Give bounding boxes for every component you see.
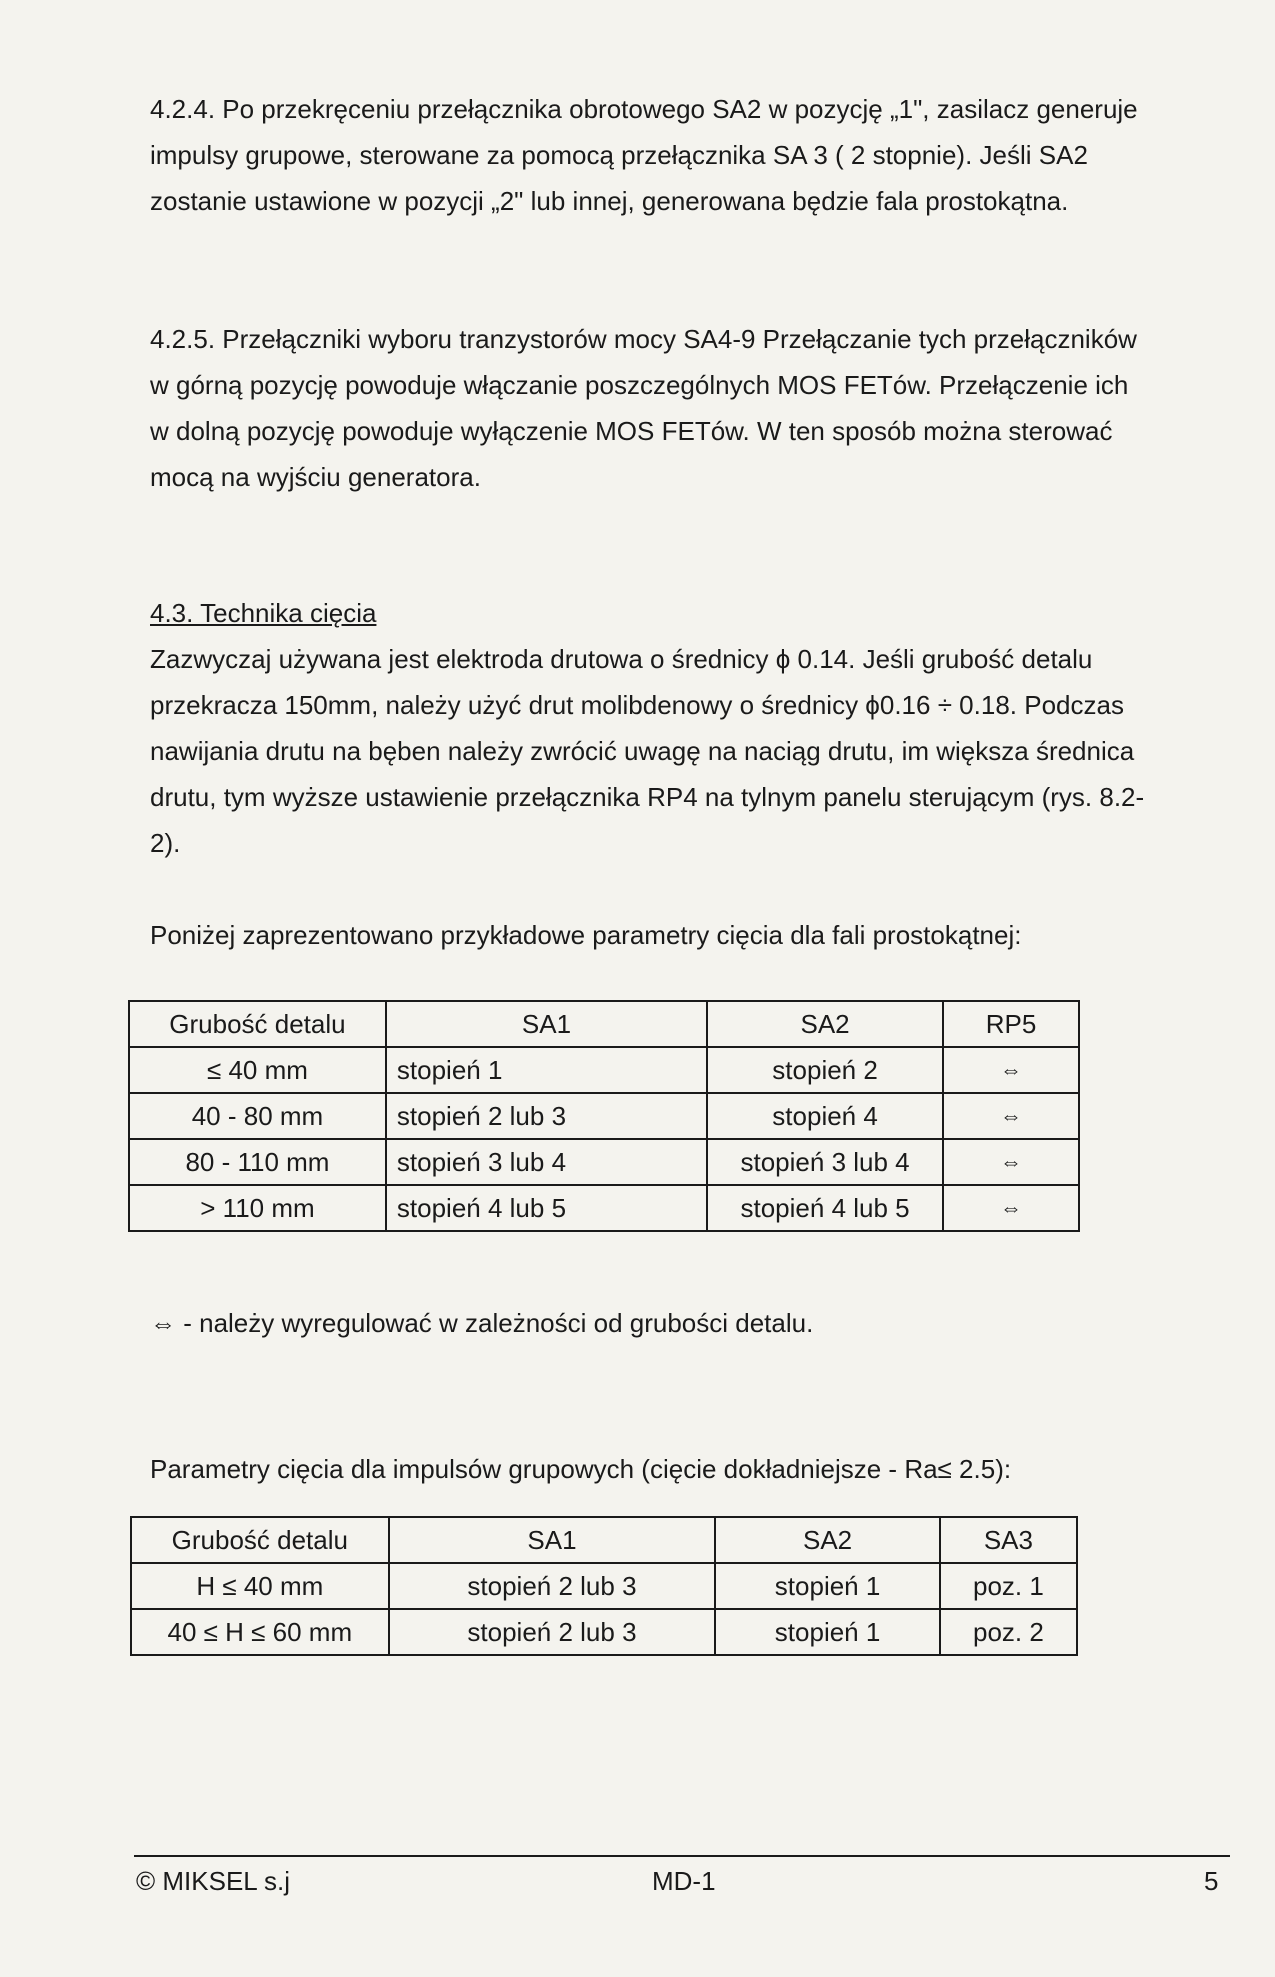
table2-intro: Parametry cięcia dla impulsów grupowych (cięcie dokładniejsze - Ra≤ 2.5): xyxy=(150,1454,1012,1484)
adjust-arrow-icon: ⇔ xyxy=(943,1093,1079,1139)
page-number: 5 xyxy=(1204,1866,1219,1896)
header-cell: Grubość detalu xyxy=(131,1517,389,1563)
footer-copyright: © MIKSEL s.j xyxy=(136,1866,291,1896)
table-cell: 40 ≤ H ≤ 60 mm xyxy=(131,1609,389,1655)
header-cell: SA2 xyxy=(707,1001,943,1047)
table1-intro: Poniżej zaprezentowano przykładowe parametry cięcia dla fali prostokątnej: xyxy=(150,920,1022,950)
header-cell: Grubość detalu xyxy=(129,1001,386,1047)
table-cell: stopień 1 xyxy=(715,1609,939,1655)
header-cell: RP5 xyxy=(943,1001,1079,1047)
table-row xyxy=(129,1185,1079,1231)
square-wave-parameters-table xyxy=(128,1000,1080,1232)
table-cell: poz. 1 xyxy=(940,1563,1077,1609)
section-4-2-5: 4.2.5. Przełączniki wyboru tranzystorów mocy SA4-9 Przełączanie tych przełączników w górną pozycję powoduje włączanie poszczególnych MOS FETów. Przełączenie ich w dolną pozycję powoduje wyłączenie MOS FETów. W ten sposób można sterować mocą na wyjściu generatora. xyxy=(150,324,1137,492)
table-cell: stopień 3 lub 4 xyxy=(386,1139,707,1185)
table-cell: 40 - 80 mm xyxy=(129,1093,386,1139)
table-cell: stopień 3 lub 4 xyxy=(707,1139,943,1185)
table-header-row xyxy=(131,1517,1077,1563)
section-4-2-4: 4.2.4. Po przekręceniu przełącznika obrotowego SA2 w pozycję „1", zasilacz generuje impulsy grupowe, sterowane za pomocą przełącznika SA 3 ( 2 stopnie). Jeśli SA2 zostanie ustawione w pozycji „2" lub innej, generowana będzie fala prostokątna. xyxy=(150,94,1138,216)
table-cell: stopień 2 lub 3 xyxy=(386,1093,707,1139)
header-cell: SA1 xyxy=(389,1517,716,1563)
adjust-arrow-icon: ⇔ xyxy=(943,1185,1079,1231)
table-row xyxy=(131,1609,1077,1655)
header-cell: SA2 xyxy=(715,1517,939,1563)
table-cell: stopień 4 xyxy=(707,1093,943,1139)
section-4-3-body: Zazwyczaj używana jest elektroda drutowa o średnicy ϕ 0.14. Jeśli grubość detalu przekracza 150mm, należy użyć drut molibdenowy o średnicy ϕ0.16 ÷ 0.18. Podczas nawijania drutu na bęben należy zwrócić uwagę na naciąg drutu, im większa średnica drutu, tym wyższe ustawienie przełącznika RP4 na tylnym panelu sterującym (rys. 8.2-2). xyxy=(150,644,1145,858)
adjust-arrow-icon: ⇔ xyxy=(943,1139,1079,1185)
table-row xyxy=(131,1563,1077,1609)
header-cell: SA1 xyxy=(386,1001,707,1047)
table-cell: stopień 4 lub 5 xyxy=(707,1185,943,1231)
table-cell: stopień 2 lub 3 xyxy=(389,1609,716,1655)
table-cell: stopień 1 xyxy=(386,1047,707,1093)
table-cell: stopień 4 lub 5 xyxy=(386,1185,707,1231)
table-header-row xyxy=(129,1001,1079,1047)
table-row xyxy=(129,1047,1079,1093)
footer-divider xyxy=(134,1855,1230,1857)
table-cell: H ≤ 40 mm xyxy=(131,1563,389,1609)
table-cell: stopień 2 lub 3 xyxy=(389,1563,716,1609)
table-cell: > 110 mm xyxy=(129,1185,386,1231)
group-pulse-parameters-table xyxy=(130,1516,1078,1656)
table-row xyxy=(129,1139,1079,1185)
header-cell: SA3 xyxy=(940,1517,1077,1563)
adjust-arrow-icon: ⇔ xyxy=(943,1047,1079,1093)
adjust-legend: ⇔ - należy wyregulować w zależności od grubości detalu. xyxy=(150,1308,814,1338)
table-cell: stopień 2 xyxy=(707,1047,943,1093)
table-cell: ≤ 40 mm xyxy=(129,1047,386,1093)
table-cell: poz. 2 xyxy=(940,1609,1077,1655)
footer-model: MD-1 xyxy=(652,1866,716,1896)
section-4-3-heading: 4.3. Technika cięcia xyxy=(150,598,377,628)
table-cell: 80 - 110 mm xyxy=(129,1139,386,1185)
table-row xyxy=(129,1093,1079,1139)
table-cell: stopień 1 xyxy=(715,1563,939,1609)
